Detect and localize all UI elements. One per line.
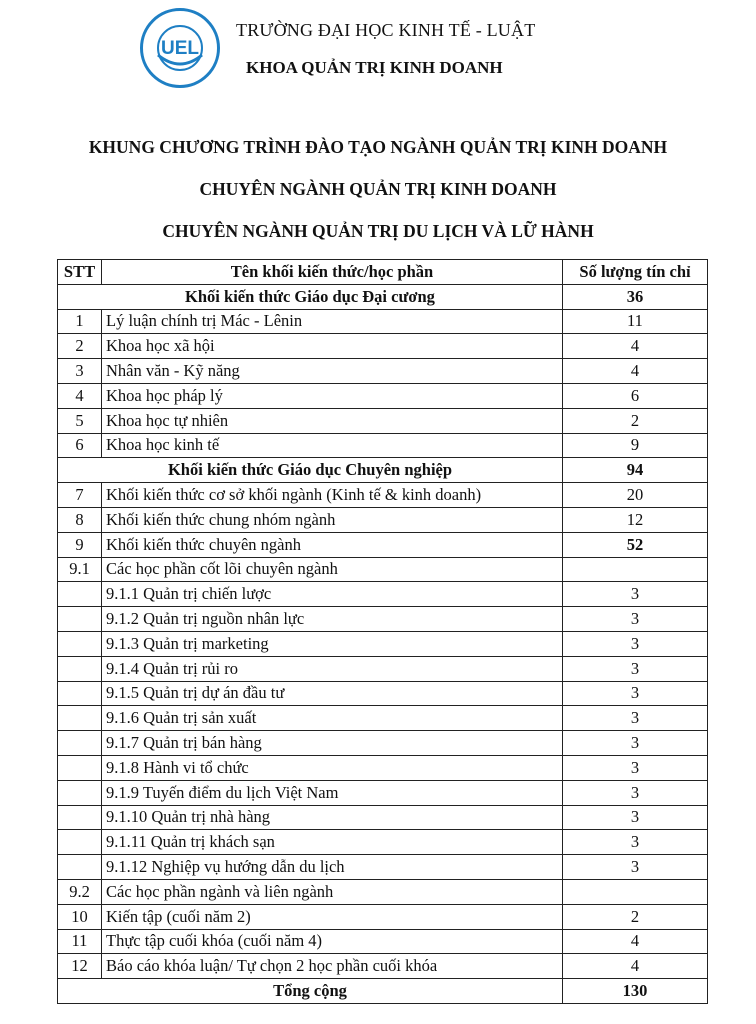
course-name-cell: 9.1.7 Quản trị bán hàng xyxy=(102,731,563,756)
course-name-cell: Báo cáo khóa luận/ Tự chọn 2 học phần cuối khóa xyxy=(102,954,563,979)
stt-cell xyxy=(58,805,102,830)
main-title: KHUNG CHƯƠNG TRÌNH ĐÀO TẠO NGÀNH QUẢN TRỊ KINH DOANH xyxy=(88,137,668,157)
logo-text: UEL xyxy=(161,38,199,59)
stt-cell: 9.2 xyxy=(58,879,102,904)
table-row xyxy=(58,780,708,805)
course-name-cell: 9.1.11 Quản trị khách sạn xyxy=(102,830,563,855)
stt-cell xyxy=(58,780,102,805)
table-row xyxy=(58,582,708,607)
header-credits: Số lượng tín chỉ xyxy=(563,260,708,285)
header-course-name: Tên khối kiến thức/học phần xyxy=(102,260,563,285)
credits-cell: 11 xyxy=(563,309,708,334)
curriculum-table xyxy=(57,259,708,1004)
table-row xyxy=(58,681,708,706)
table-row xyxy=(58,557,708,582)
stt-cell: 10 xyxy=(58,904,102,929)
credits-cell: 3 xyxy=(563,780,708,805)
subtitle-specialization-2: CHUYÊN NGÀNH QUẢN TRỊ DU LỊCH VÀ LỮ HÀNH xyxy=(162,221,594,241)
course-name-cell: 9.1.2 Quản trị nguồn nhân lực xyxy=(102,607,563,632)
table-row xyxy=(58,855,708,880)
table-row xyxy=(58,706,708,731)
credits-cell: 3 xyxy=(563,607,708,632)
course-name-cell: 9.1.12 Nghiệp vụ hướng dẫn du lịch xyxy=(102,855,563,880)
header-stt: STT xyxy=(58,260,102,285)
course-name-cell: Nhân văn - Kỹ năng xyxy=(102,359,563,384)
document-titles xyxy=(0,132,756,258)
table-row xyxy=(58,954,708,979)
stt-cell: 6 xyxy=(58,433,102,458)
course-name-cell: 9.1.5 Quản trị dự án đầu tư xyxy=(102,681,563,706)
credits-cell: 3 xyxy=(563,830,708,855)
table-group-row xyxy=(58,284,708,309)
course-name-cell: 9.1.4 Quản trị rủi ro xyxy=(102,656,563,681)
credits-cell: 94 xyxy=(563,458,708,483)
credits-cell xyxy=(563,879,708,904)
logo-emblem-icon xyxy=(143,11,217,85)
table-row xyxy=(58,532,708,557)
credits-cell: 2 xyxy=(563,408,708,433)
group-label: Khối kiến thức Giáo dục Đại cương xyxy=(58,284,563,309)
course-name-cell: Khoa học kinh tế xyxy=(102,433,563,458)
table-row xyxy=(58,383,708,408)
stt-cell: 9.1 xyxy=(58,557,102,582)
credits-cell: 3 xyxy=(563,706,708,731)
group-label: Khối kiến thức Giáo dục Chuyên nghiệp xyxy=(58,458,563,483)
credits-cell: 3 xyxy=(563,805,708,830)
course-name-cell: Các học phần cốt lõi chuyên ngành xyxy=(102,557,563,582)
credits-cell: 6 xyxy=(563,383,708,408)
table-row xyxy=(58,334,708,359)
table-header-row xyxy=(58,260,708,285)
course-name-cell: Khối kiến thức cơ sở khối ngành (Kinh tế & kinh doanh) xyxy=(102,483,563,508)
stt-cell xyxy=(58,607,102,632)
table-row xyxy=(58,656,708,681)
credits-cell: 3 xyxy=(563,731,708,756)
subtitle-specialization-1: CHUYÊN NGÀNH QUẢN TRỊ KINH DOANH xyxy=(199,179,557,199)
table-row xyxy=(58,755,708,780)
stt-cell xyxy=(58,755,102,780)
course-name-cell: Khoa học xã hội xyxy=(102,334,563,359)
credits-cell: 130 xyxy=(563,979,708,1004)
credits-cell: 3 xyxy=(563,631,708,656)
university-logo xyxy=(140,8,220,88)
credits-cell: 9 xyxy=(563,433,708,458)
table-row xyxy=(58,359,708,384)
credits-cell: 3 xyxy=(563,656,708,681)
credits-cell: 4 xyxy=(563,929,708,954)
course-name-cell: Khối kiến thức chuyên ngành xyxy=(102,532,563,557)
table-row xyxy=(58,904,708,929)
credits-cell: 4 xyxy=(563,954,708,979)
stt-cell xyxy=(58,731,102,756)
credits-cell: 4 xyxy=(563,359,708,384)
table-total-row xyxy=(58,979,708,1004)
course-name-cell: 9.1.9 Tuyến điểm du lịch Việt Nam xyxy=(102,780,563,805)
stt-cell: 12 xyxy=(58,954,102,979)
document-header xyxy=(0,0,756,110)
course-name-cell: Lý luận chính trị Mác - Lênin xyxy=(102,309,563,334)
course-name-cell: 9.1.3 Quản trị marketing xyxy=(102,631,563,656)
stt-cell xyxy=(58,855,102,880)
stt-cell xyxy=(58,706,102,731)
course-name-cell: Thực tập cuối khóa (cuối năm 4) xyxy=(102,929,563,954)
credits-cell xyxy=(563,557,708,582)
table-row xyxy=(58,309,708,334)
table-row xyxy=(58,631,708,656)
course-name-cell: 9.1.1 Quản trị chiến lược xyxy=(102,582,563,607)
stt-cell xyxy=(58,830,102,855)
stt-cell xyxy=(58,656,102,681)
table-body xyxy=(58,284,708,1003)
university-name: TRƯỜNG ĐẠI HỌC KINH TẾ - LUẬT xyxy=(236,20,536,40)
stt-cell xyxy=(58,582,102,607)
table-row xyxy=(58,879,708,904)
course-name-cell: Khoa học tự nhiên xyxy=(102,408,563,433)
credits-cell: 3 xyxy=(563,681,708,706)
course-name-cell: Khối kiến thức chung nhóm ngành xyxy=(102,507,563,532)
table-row xyxy=(58,483,708,508)
group-label: Tổng cộng xyxy=(58,979,563,1004)
stt-cell: 8 xyxy=(58,507,102,532)
stt-cell: 1 xyxy=(58,309,102,334)
stt-cell: 2 xyxy=(58,334,102,359)
credits-cell: 3 xyxy=(563,582,708,607)
credits-cell: 2 xyxy=(563,904,708,929)
credits-cell: 4 xyxy=(563,334,708,359)
credits-cell: 3 xyxy=(563,755,708,780)
table-row xyxy=(58,433,708,458)
stt-cell: 5 xyxy=(58,408,102,433)
table-row xyxy=(58,929,708,954)
credits-cell: 12 xyxy=(563,507,708,532)
course-name-cell: Kiến tập (cuối năm 2) xyxy=(102,904,563,929)
table-row xyxy=(58,830,708,855)
table-row xyxy=(58,731,708,756)
table-row xyxy=(58,507,708,532)
table-row xyxy=(58,408,708,433)
credits-cell: 52 xyxy=(563,532,708,557)
table-row xyxy=(58,805,708,830)
course-name-cell: 9.1.8 Hành vi tổ chức xyxy=(102,755,563,780)
stt-cell: 9 xyxy=(58,532,102,557)
table-row xyxy=(58,607,708,632)
stt-cell xyxy=(58,681,102,706)
course-name-cell: Các học phần ngành và liên ngành xyxy=(102,879,563,904)
stt-cell xyxy=(58,631,102,656)
faculty-name: KHOA QUẢN TRỊ KINH DOANH xyxy=(246,58,503,77)
table-group-row xyxy=(58,458,708,483)
credits-cell: 20 xyxy=(563,483,708,508)
credits-cell: 3 xyxy=(563,855,708,880)
course-name-cell: 9.1.10 Quản trị nhà hàng xyxy=(102,805,563,830)
course-name-cell: Khoa học pháp lý xyxy=(102,383,563,408)
stt-cell: 3 xyxy=(58,359,102,384)
credits-cell: 36 xyxy=(563,284,708,309)
stt-cell: 4 xyxy=(58,383,102,408)
stt-cell: 11 xyxy=(58,929,102,954)
stt-cell: 7 xyxy=(58,483,102,508)
course-name-cell: 9.1.6 Quản trị sản xuất xyxy=(102,706,563,731)
